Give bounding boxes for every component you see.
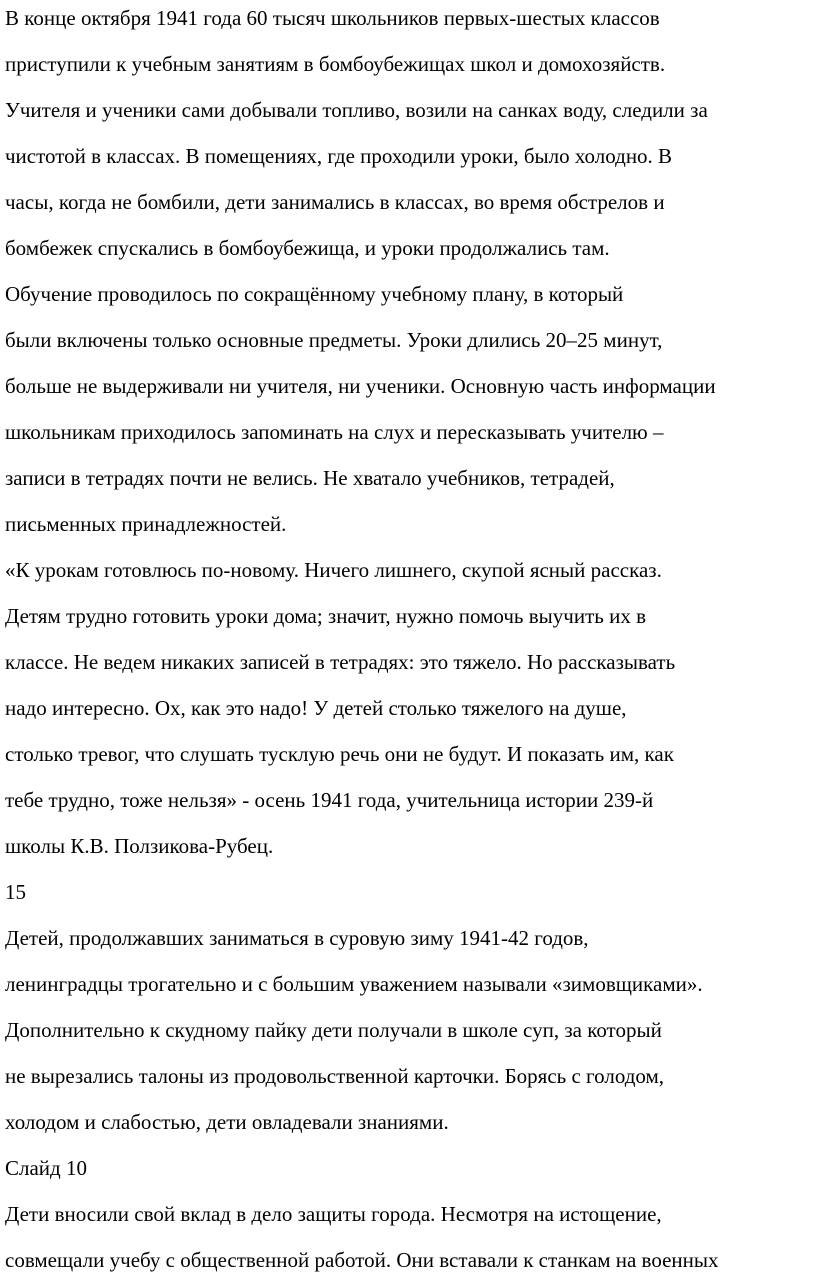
quote-line: надо интересно. Ох, как это надо! У детей столько тяжелого на душе, xyxy=(5,696,627,720)
quote-line: классе. Не ведем никаких записей в тетрадях: это тяжело. Но рассказывать xyxy=(5,650,676,674)
text-line: холодом и слабостью, дети овладевали знаниями. xyxy=(5,1110,449,1134)
text-line: часы, когда не бомбили, дети занимались в классах, во время обстрелов и xyxy=(5,190,665,214)
quote-line: школы К.В. Ползикова-Рубец. xyxy=(5,834,274,858)
text-line: чистотой в классах. В помещениях, где проходили уроки, было холодно. В xyxy=(5,144,673,168)
text-line: Детей, продолжавших заниматься в суровую зиму 1941-42 годов, xyxy=(5,926,589,950)
text-line: школьникам приходилось запоминать на слух и пересказывать учителю – xyxy=(5,420,664,444)
text-line: бомбежек спускались в бомбоубежища, и уроки продолжались там. xyxy=(5,236,610,260)
text-line: записи в тетрадях почти не велись. Не хватало учебников, тетрадей, xyxy=(5,466,615,490)
text-line: Обучение проводилось по сокращённому учебному плану, в который xyxy=(5,282,624,306)
text-line: письменных принадлежностей. xyxy=(5,512,287,536)
text-line: ленинградцы трогательно и с большим уважением называли «зимовщиками». xyxy=(5,972,703,996)
text-line: В конце октября 1941 года 60 тысяч школьников первых-шестых классов xyxy=(5,6,660,30)
text-line: были включены только основные предметы. Уроки длились 20–25 минут, xyxy=(5,328,663,352)
slide-label: Слайд 10 xyxy=(5,1156,87,1180)
text-line: больше не выдерживали ни учителя, ни ученики. Основную часть информации xyxy=(5,374,716,398)
quote-line: тебе трудно, тоже нельзя» - осень 1941 года, учительница истории 239-й xyxy=(5,788,654,812)
text-line: Дети вносили свой вклад в дело защиты города. Несмотря на истощение, xyxy=(5,1202,662,1226)
text-line: Дополнительно к скудному пайку дети получали в школе суп, за который xyxy=(5,1018,662,1042)
text-line: совмещали учебу с общественной работой. Они вставали к станкам на военных xyxy=(5,1248,719,1272)
text-line: приступили к учебным занятиям в бомбоубежищах школ и домохозяйств. xyxy=(5,52,666,76)
text-line: не вырезались талоны из продовольственной карточки. Борясь с голодом, xyxy=(5,1064,665,1088)
quote-line: столько тревог, что слушать тусклую речь они не будут. И показать им, как xyxy=(5,742,674,766)
quote-line: «К урокам готовлюсь по-новому. Ничего лишнего, скупой ясный рассказ. xyxy=(5,558,662,582)
text-line: Учителя и ученики сами добывали топливо, возили на санках воду, следили за xyxy=(5,98,708,122)
quote-line: Детям трудно готовить уроки дома; значит, нужно помочь выучить их в xyxy=(5,604,646,628)
page-number: 15 xyxy=(5,880,26,904)
